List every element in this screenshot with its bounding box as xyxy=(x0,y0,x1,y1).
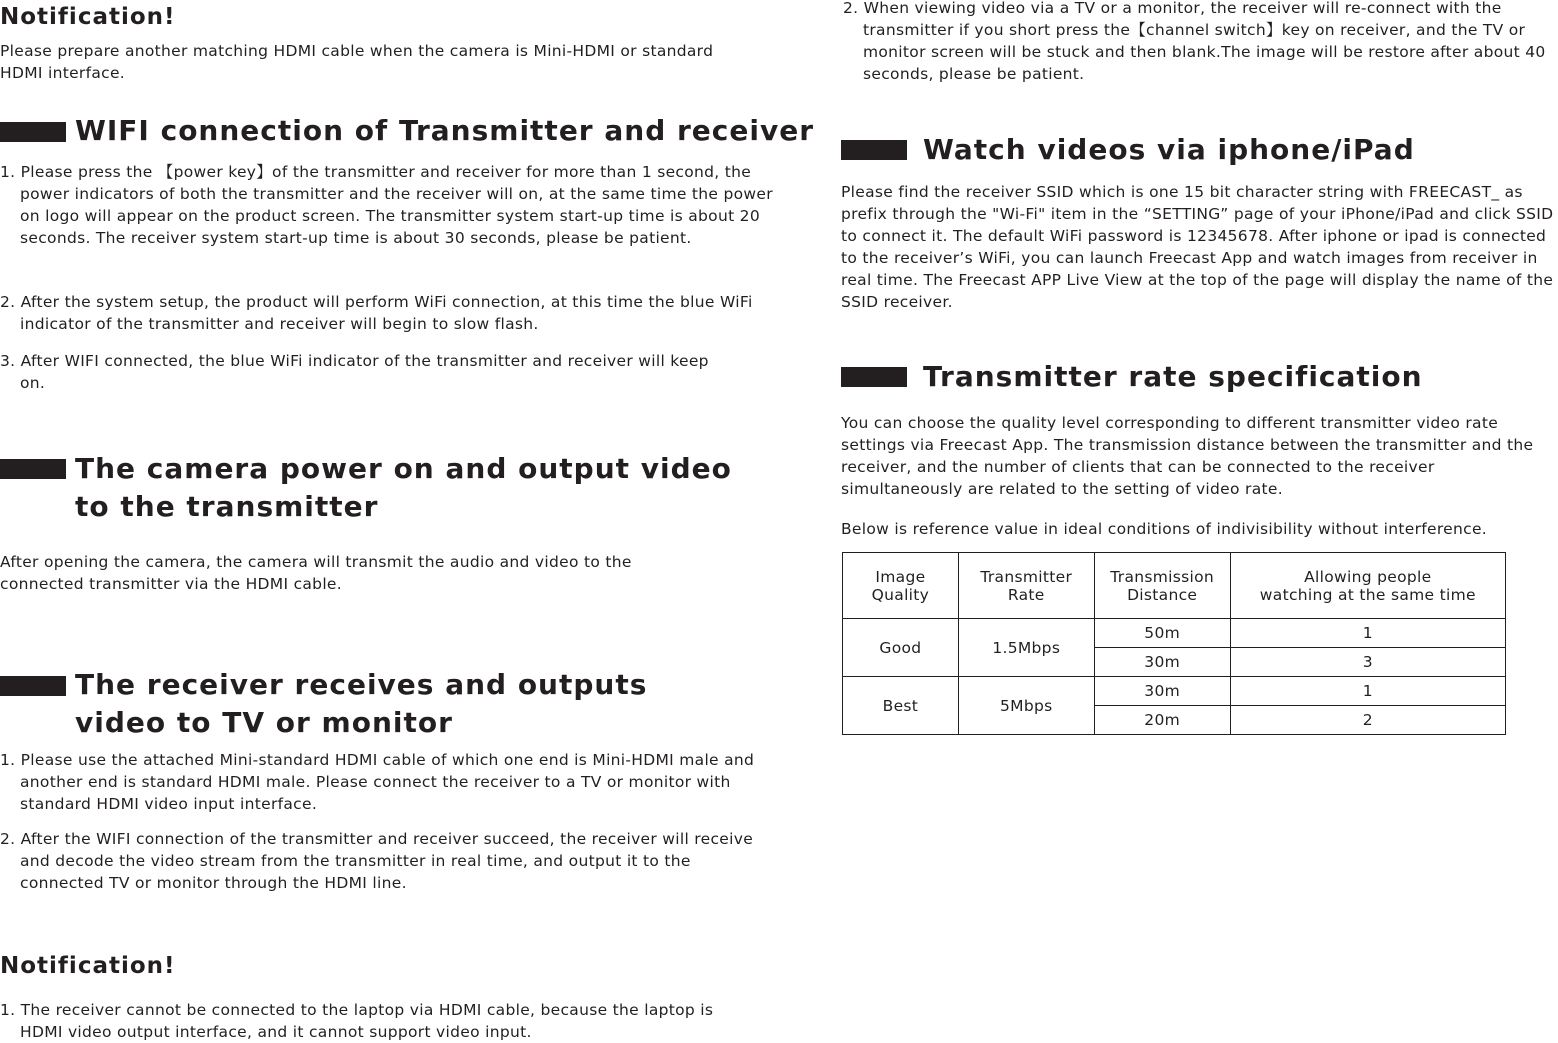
rate-reference-note: Below is reference value in ideal conditions of indivisibility without interference. xyxy=(841,520,1488,538)
cell-people: 1 xyxy=(1230,677,1505,706)
header-image-quality: Image Quality xyxy=(843,553,959,619)
cell-people: 2 xyxy=(1230,706,1505,735)
header-allowing-people: Allowing people watching at the same time xyxy=(1230,553,1505,619)
receiver-step-1: 1. Please use the attached Mini-standard HDMI cable of which one end is Mini-HDMI male and another end is standard HDMI male. Please connect the receiver to a TV or monitor with standard HDMI video input interface. xyxy=(0,751,755,813)
section-marker-bar xyxy=(841,367,907,387)
cell-quality: Best xyxy=(843,677,959,735)
camera-section-text: After opening the camera, the camera will transmit the audio and video to the connected transmitter via the HDMI cable. xyxy=(0,553,632,593)
wifi-section-title: WIFI connection of Transmitter and receiver xyxy=(75,114,815,147)
cell-rate: 5Mbps xyxy=(958,677,1094,735)
notification-heading-bottom: Notification! xyxy=(0,953,176,979)
rate-spec-table xyxy=(842,552,1506,735)
receiver-step-2: 2. After the WIFI connection of the transmitter and receiver succeed, the receiver will receive and decode the video stream from the transmitter in real time, and output it to the connected TV or monitor through the HDMI line. xyxy=(0,830,754,892)
rate-section-title: Transmitter rate specification xyxy=(923,360,1423,393)
receiver-section-title-line2: video to TV or monitor xyxy=(75,706,453,739)
header-transmitter-rate: Transmitter Rate xyxy=(958,553,1094,619)
notification-heading: Notification! xyxy=(0,4,176,30)
section-marker-bar xyxy=(0,459,66,479)
cell-distance: 20m xyxy=(1094,706,1230,735)
cell-people: 3 xyxy=(1230,648,1505,677)
notification-item-1: 1. The receiver cannot be connected to the laptop via HDMI cable, because the laptop is HDMI video output interface, and it cannot support video input. xyxy=(0,1001,714,1041)
section-marker-bar xyxy=(0,676,66,696)
camera-section-title-line1: The camera power on and output video xyxy=(75,452,732,485)
section-marker-bar xyxy=(0,122,66,142)
wifi-step-2: 2. After the system setup, the product will perform WiFi connection, at this time the blue WiFi indicator of the transmitter and receiver will begin to slow flash. xyxy=(0,293,753,333)
table-row xyxy=(843,619,1506,648)
cell-distance: 30m xyxy=(1094,677,1230,706)
table-row xyxy=(843,677,1506,706)
camera-section-title-line2: to the transmitter xyxy=(75,490,379,523)
wifi-step-3: 3. After WIFI connected, the blue WiFi indicator of the transmitter and receiver will keep on. xyxy=(0,352,709,392)
section-marker-bar xyxy=(841,140,907,160)
rate-section-text: You can choose the quality level corresponding to different transmitter video rate settings via Freecast App. The transmission distance between the transmitter and the receiver, and the number of clients that can be connected to the receiver simultaneously are related to the setting of video rate. xyxy=(841,414,1534,498)
iphone-section-text: Please find the receiver SSID which is one 15 bit character string with FREECAST_ as prefix through the "Wi-Fi" item in the “SETTING” page of your iPhone/iPad and click SSID to connect it. The default WiFi password is 12345678. After iphone or ipad is connected to the receiver’s WiFi, you can launch Freecast App and watch images from receiver in real time. The Freecast APP Live View at the top of the page will display the name of the SSID receiver. xyxy=(841,183,1554,311)
iphone-section-title: Watch videos via iphone/iPad xyxy=(923,133,1415,166)
notification-text: Please prepare another matching HDMI cable when the camera is Mini-HDMI or standard HDMI interface. xyxy=(0,42,714,82)
cell-people: 1 xyxy=(1230,619,1505,648)
cell-rate: 1.5Mbps xyxy=(958,619,1094,677)
cell-quality: Good xyxy=(843,619,959,677)
cell-distance: 30m xyxy=(1094,648,1230,677)
table-header-row xyxy=(843,553,1506,619)
wifi-step-1: 1. Please press the 【power key】of the transmitter and receiver for more than 1 second, the power indicators of both the transmitter and the receiver will on, at the same time the power on logo will appear on the product screen. The transmitter system start-up time is about 20 seconds. The receiver system start-up time is about 30 seconds, please be patient. xyxy=(0,163,773,247)
receiver-section-title-line1: The receiver receives and outputs xyxy=(75,668,648,701)
header-transmission-distance: Transmission Distance xyxy=(1094,553,1230,619)
cell-distance: 50m xyxy=(1094,619,1230,648)
receiver-step-2-continued: 2. When viewing video via a TV or a monitor, the receiver will re-connect with the transmitter if you short press the【channel switch】key on receiver, and the TV or monitor screen will be stuck and then blank.The image will be restore after about 40 seconds, please be patient. xyxy=(843,0,1546,83)
